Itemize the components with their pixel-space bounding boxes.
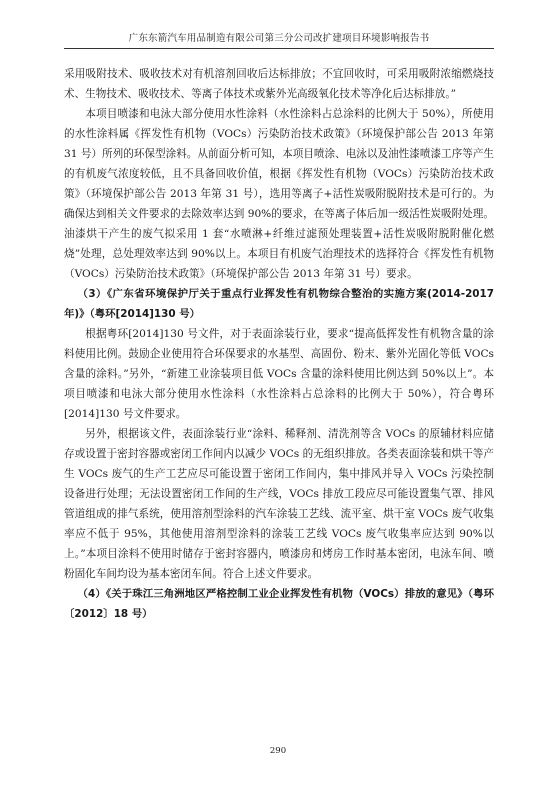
page-number: 290: [269, 746, 287, 756]
paragraph-1: 采用吸附技术、吸收技术对有机溶剂回收后达标排放；不宜回收时，可采用吸附浓缩燃烧技术、生物技术、吸收技术、等离子体技术或紫外光高级氧化技术等净化后达标排放。”: [64, 68, 494, 100]
paragraph-4: 另外，根据该文件，表面涂装行业“涂料、稀释剂、清洗剂等含 VOCs 的原辅材料应储存或设置于密封容器或密闭工作间内以减少 VOCs 的无组织排放。各类表面涂装和烘干等产生 VOCs 废气的生产工艺应尽可能设置于密闭工作间内，集中排风并导入 VOCs 污染控制设备进行处理；无法设置密闭工作间的生产线，VOCs 排放工段应尽可能设置集气罩、排风管道组成的排气系统，使用溶剂型涂料的汽车涂装工艺线、流平室、烘干室 VOCs 废气收集率应不低于 95%，其他使用溶剂型涂料的涂装工艺线 VOCs 废气收集率应达到 90%以上。”本项目涂料不使用时储存于密封容器内，喷漆房和烤房工作时基本密闭，电泳车间、喷粉固化车间均设为基本密闭车间。符合上述文件要求。: [64, 428, 494, 580]
section-heading-3: （3）《广东省环境保护厅关于重点行业挥发性有机物综合整治的实施方案(2014-2017 年)》（粤环[2014]130 号）: [64, 288, 494, 320]
page-header: 广东东箭汽车用品制造有限公司第三分公司改扩建项目环境影响报告书: [64, 30, 494, 49]
paragraph-2: 本项目喷漆和电泳大部分使用水性涂料（水性涂料占总涂料的比例大于 50%），所使用的水性涂料属《挥发性有机物（VOCs）污染防治技术政策》（环境保护部公告 2013 年第 31 号）所列的环保型涂料。从前面分析可知，本项目喷涂、电泳以及油性漆喷漆工序等产生的有机废气浓度较低，且不具备回收价值，根据《挥发性有机物（VOCs）污染防治技术政策》（环境保护部公告 2013 年第 31 号），选用等离子+活性炭吸附脱附技术是可行的。为确保达到相关文件要求的去除效率达到 90%的要求，在等离子体后加一级活性炭吸附处理。油漆烘干产生的废气拟采用 1 套“水喷淋+纤维过滤预处理装置+活性炭吸附脱附催化燃烧”处理，总处理效率达到 90%以上。本项目有机废气治理技术的选择符合《挥发性有机物（VOCs）污染防治技术政策》（环境保护部公告 2013 年第 31 号）要求。: [64, 108, 495, 280]
paragraph-3: 根据粤环[2014]130 号文件，对于表面涂装行业，要求“提高低挥发性有机物含量的涂料使用比例。鼓励企业使用符合环保要求的水基型、高固份、粉末、紫外光固化等低 VOCs 含量的涂料。”另外，“新建工业涂装项目低 VOCs 含量的涂料使用比例达到 50%以上”。本项目喷漆和电泳大部分使用水性涂料（水性涂料占总涂料的比例大于 50%），符合粤环[2014]130 号文件要求。: [64, 328, 494, 420]
document-body: [64, 64, 494, 624]
section-heading-4: （4）《关于珠江三角洲地区严格控制工业企业挥发性有机物（VOCs）排放的意见》（粤环〔2012〕18 号）: [64, 588, 494, 620]
